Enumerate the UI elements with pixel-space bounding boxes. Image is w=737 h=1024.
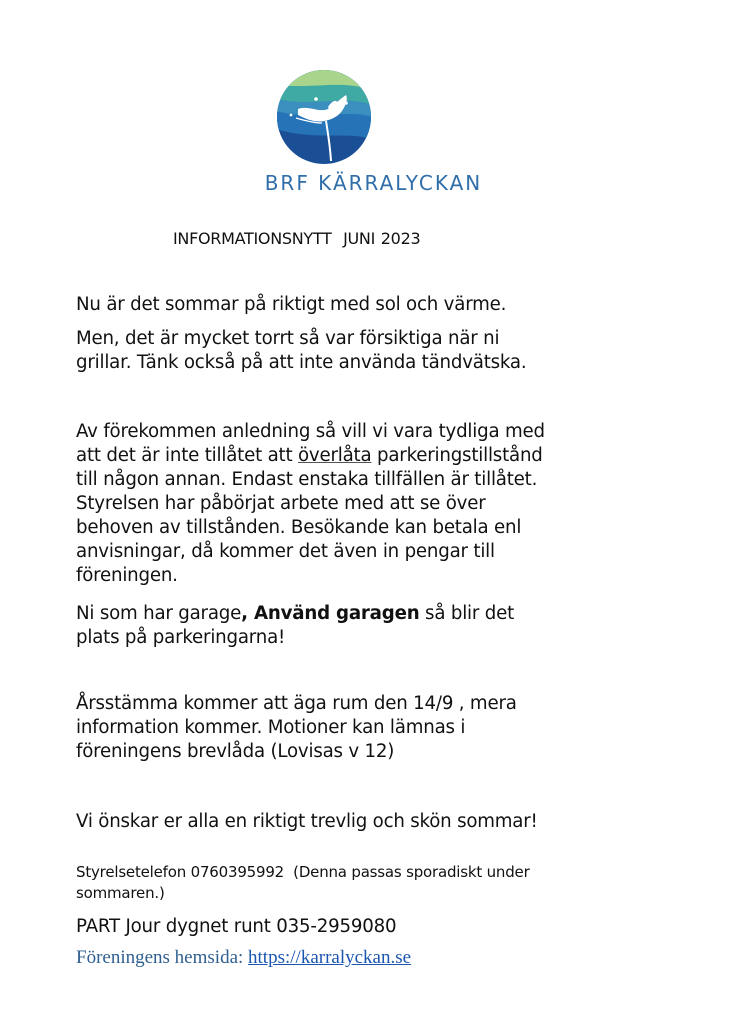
text-line: Av förekommen anledning så vill vi vara tydliga med (76, 421, 545, 442)
website-line (76, 947, 411, 969)
text-line: föreningens brevlåda (Lovisas v 12) (76, 741, 395, 762)
part-jour-info: PART Jour dygnet runt 035-2959080 (76, 916, 397, 937)
text-line: behoven av tillstånden. Besökande kan betala enl (76, 517, 522, 538)
dry-warning-paragraph (76, 327, 596, 375)
underlined-word: överlåta (297, 445, 372, 466)
meeting-paragraph (76, 692, 596, 764)
text-line: Men, det är mycket torrt så var försiktiga när ni (76, 328, 500, 349)
text-fragment: att det är inte tillåtet att (76, 445, 298, 466)
text-line (76, 444, 596, 468)
summer-paragraph: Nu är det sommar på riktigt med sol och värme. (76, 294, 507, 315)
text-line: föreningen. (76, 565, 178, 586)
text-line (76, 602, 596, 626)
brf-karralyckan-logo-icon (276, 69, 372, 165)
parking-paragraph (76, 420, 596, 588)
website-label: Föreningens hemsida: (76, 947, 249, 968)
bold-text: , Använd garagen (241, 603, 420, 624)
text-line: Styrelsen har påbörjat arbete med att se över (76, 493, 486, 514)
text-line: anvisningar, då kommer det även in pengar till (76, 541, 495, 562)
brand-name: BRF KÄRRALYCKAN (264, 171, 483, 195)
garage-paragraph (76, 602, 596, 650)
text-line: sommaren.) (76, 884, 165, 902)
text-line: Styrelsetelefon 0760395992 (Denna passas sporadiskt under (76, 863, 530, 881)
text-line: Årsstämma kommer att äga rum den 14/9 , mera (76, 693, 517, 714)
board-phone-info (76, 862, 596, 904)
text-fragment: parkeringstillstånd (371, 445, 543, 466)
text-line: grillar. Tänk också på att inte använda tändvätska. (76, 352, 527, 373)
text-line: till någon annan. Endast enstaka tillfällen är tillåtet. (76, 469, 538, 490)
text-fragment: Ni som har garage (76, 603, 242, 624)
text-line: information kommer. Motioner kan lämnas i (76, 717, 466, 738)
website-link[interactable]: https://karralyckan.se (248, 947, 412, 968)
text-fragment: så blir det (419, 603, 515, 624)
wishes-paragraph: Vi önskar er alla en riktigt trevlig och skön sommar! (76, 811, 538, 832)
text-line: plats på parkeringarna! (76, 627, 286, 648)
document-title: INFORMATIONSNYTT JUNI 2023 (173, 229, 421, 248)
